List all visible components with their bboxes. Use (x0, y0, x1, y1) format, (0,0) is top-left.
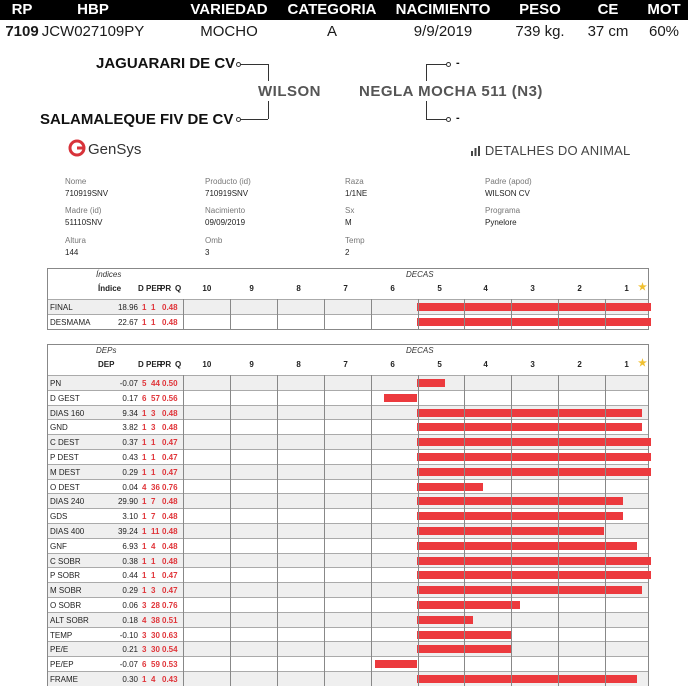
row-pr: 0.47 (162, 438, 178, 448)
decas-caption: DECAS (406, 270, 434, 279)
row-value: 0.44 (122, 571, 138, 581)
deca-label-5: 5 (437, 360, 442, 369)
row-per: 4 (151, 675, 156, 684)
grid-line (418, 375, 419, 686)
row-d: 1 (142, 586, 147, 596)
row-pr: 0.48 (162, 497, 178, 507)
header-val-mot: 60% (648, 23, 680, 40)
row-value: 0.29 (122, 467, 138, 477)
row-pr: 0.48 (162, 541, 178, 551)
row-value: 0.43 (122, 453, 138, 462)
row-value: 39.24 (117, 527, 138, 536)
deca-bar (417, 468, 651, 476)
col-0: DEP (98, 360, 115, 369)
grid-line (324, 299, 325, 329)
row-pr: 0.51 (162, 615, 178, 625)
row-name: P SOBR (50, 571, 81, 581)
row-value: -0.07 (119, 660, 138, 670)
row-name: C DEST (50, 438, 80, 448)
row-d: 1 (142, 438, 147, 448)
row-value: 29.90 (117, 497, 138, 507)
row-d: 1 (142, 512, 147, 522)
row-per: 30 (151, 630, 160, 640)
grid-line (464, 375, 465, 686)
row-value: 0.30 (122, 675, 138, 684)
grid-line (558, 375, 559, 686)
row-d: 6 (142, 393, 147, 403)
row-name: P DEST (50, 453, 79, 462)
pedigree-dam-dam: - (456, 112, 460, 124)
row-pr: 0.48 (162, 408, 178, 418)
grid-line (511, 299, 512, 329)
deca-bar (417, 571, 651, 579)
deca-bar (417, 557, 651, 565)
grid-line (277, 299, 278, 329)
row-per: 28 (151, 601, 160, 610)
trophy-icon: ★ (638, 282, 647, 293)
pedigree-dam: NEGLA MOCHA 511 (N3) (359, 83, 543, 100)
header-col-rp: RP (11, 1, 33, 18)
header-col-mot: MOT (647, 1, 681, 18)
pedigree-sire: WILSON (258, 83, 321, 100)
row-name: FRAME (50, 675, 78, 684)
deca-bar (417, 453, 651, 461)
row-d: 5 (142, 379, 147, 388)
row-name: GND (50, 423, 68, 433)
col-4: Q (175, 360, 182, 369)
grid-line (371, 375, 372, 686)
grid-line (324, 375, 325, 686)
row-name: C SOBR (50, 556, 81, 566)
deca-label-9: 9 (249, 284, 254, 293)
grid-line (230, 375, 231, 686)
section-title (470, 143, 631, 158)
header-val-ce: 37 cm (587, 23, 629, 40)
deca-bar (417, 438, 651, 446)
header-col-categoria: CATEGORIA (287, 1, 377, 18)
col-1: D (138, 284, 144, 293)
col-2: PER (146, 284, 163, 293)
deca-label-1: 1 (624, 360, 629, 369)
pedigree-dam-sire: - (456, 57, 460, 69)
row-value: 0.29 (122, 586, 138, 596)
deca-label-10: 10 (202, 284, 212, 293)
row-per: 30 (151, 645, 160, 655)
gensys-logo-icon (68, 139, 88, 157)
deca-label-1: 1 (624, 284, 629, 293)
row-d: 3 (142, 630, 147, 640)
row-name: FINAL (50, 303, 73, 312)
info-label-9: Omb (205, 236, 223, 245)
row-per: 7 (151, 497, 156, 507)
header-col-nacimiento: NACIMIENTO (395, 1, 491, 18)
row-pr: 0.47 (162, 571, 178, 581)
info-value-2: 1/1NE (345, 189, 368, 198)
info-value-4: 51110SNV (65, 218, 103, 227)
row-d: 1 (142, 317, 147, 327)
row-name: DIAS 400 (50, 527, 85, 536)
header-val-variedad: MOCHO (200, 23, 258, 40)
table-caption: DEPs (96, 346, 117, 355)
row-per: 44 (151, 379, 160, 388)
deca-label-6: 6 (390, 284, 395, 293)
row-per: 1 (151, 303, 156, 312)
row-name: M DEST (50, 467, 81, 477)
grid-line (418, 299, 419, 329)
row-name: M SOBR (50, 586, 82, 596)
row-name: TEMP (50, 630, 73, 640)
row-value: 18.96 (117, 303, 138, 312)
header-val-peso: 739 kg. (515, 23, 565, 40)
brand-name: GenSys (88, 141, 142, 158)
row-per: 36 (151, 482, 160, 492)
deca-label-8: 8 (296, 360, 301, 369)
row-value: 0.18 (122, 615, 138, 625)
trophy-icon: ★ (638, 358, 647, 369)
bar-chart-icon (470, 146, 481, 156)
grid-line (464, 299, 465, 329)
row-value: 22.67 (117, 317, 138, 327)
info-value-5: 09/09/2019 (205, 218, 246, 227)
grid-line (605, 375, 606, 686)
row-d: 1 (142, 453, 147, 462)
info-value-9: 3 (205, 248, 210, 257)
row-pr: 0.56 (162, 393, 178, 403)
grid-line (511, 375, 512, 686)
row-per: 1 (151, 317, 156, 327)
row-value: 0.06 (122, 601, 138, 610)
deca-label-4: 4 (483, 284, 488, 293)
deca-label-4: 4 (483, 360, 488, 369)
deca-label-2: 2 (577, 360, 582, 369)
deca-bar (417, 318, 651, 326)
deca-label-2: 2 (577, 284, 582, 293)
row-pr: 0.47 (162, 467, 178, 477)
row-name: ALT SOBR (50, 615, 89, 625)
header-val-nacimiento: 9/9/2019 (413, 23, 473, 40)
row-d: 1 (142, 675, 147, 684)
row-pr: 0.48 (162, 512, 178, 522)
row-value: 6.93 (122, 541, 138, 551)
row-d: 1 (142, 467, 147, 477)
grid-line (605, 299, 606, 329)
row-value: 0.04 (122, 482, 138, 492)
deca-label-9: 9 (249, 360, 254, 369)
section-title-text: DETALHES DO ANIMAL (484, 143, 631, 158)
row-per: 57 (151, 393, 160, 403)
col-0: Índice (98, 284, 122, 293)
row-d: 1 (142, 423, 147, 433)
row-per: 7 (151, 512, 156, 522)
table-caption: Índices (96, 270, 122, 279)
row-d: 1 (142, 571, 147, 581)
info-value-6: M (345, 218, 352, 227)
row-value: 0.37 (122, 438, 138, 448)
grid-line (230, 299, 231, 329)
row-per: 1 (151, 571, 156, 581)
deca-bar (417, 675, 637, 683)
row-pr: 0.48 (162, 556, 178, 566)
deca-bar (417, 379, 445, 387)
deca-bar (375, 660, 417, 668)
row-pr: 0.54 (162, 645, 178, 655)
row-d: 3 (142, 645, 147, 655)
row-d: 1 (142, 497, 147, 507)
row-value: -0.10 (119, 630, 138, 640)
row-name: DESMAMA (50, 317, 91, 327)
row-pr: 0.48 (162, 527, 178, 536)
row-per: 3 (151, 408, 156, 418)
decas-caption: DECAS (406, 346, 434, 355)
deca-label-3: 3 (530, 360, 535, 369)
row-pr: 0.76 (162, 482, 178, 492)
row-per: 11 (151, 527, 160, 536)
row-d: 4 (142, 615, 147, 625)
deca-bar (417, 586, 642, 594)
deca-label-10: 10 (202, 360, 212, 369)
row-value: 9.34 (122, 408, 138, 418)
row-value: 3.10 (122, 512, 138, 522)
row-per: 1 (151, 438, 156, 448)
row-pr: 0.53 (162, 660, 178, 670)
row-name: DIAS 240 (50, 497, 85, 507)
info-label-7: Programa (485, 206, 521, 215)
row-name: GDS (50, 512, 68, 522)
row-pr: 0.63 (162, 630, 178, 640)
row-per: 38 (151, 615, 160, 625)
row-value: 3.82 (122, 423, 138, 433)
row-pr: 0.48 (162, 303, 178, 312)
info-value-8: 144 (65, 248, 79, 257)
col-3: PR (160, 284, 172, 293)
row-per: 1 (151, 453, 156, 462)
header-val-hbp: JCW027109PY (41, 23, 145, 40)
header-col-ce: CE (597, 1, 619, 18)
info-label-0: Nome (65, 177, 87, 186)
row-d: 3 (142, 601, 147, 610)
row-d: 4 (142, 482, 147, 492)
row-per: 1 (151, 467, 156, 477)
deca-bar (417, 409, 642, 417)
row-name: PE/EP (50, 660, 74, 670)
grid-line (183, 375, 184, 686)
row-name: PN (50, 379, 62, 388)
deca-bar (417, 483, 483, 491)
info-label-5: Nacimiento (205, 206, 246, 215)
info-label-2: Raza (345, 177, 364, 186)
row-per: 1 (151, 556, 156, 566)
col-2: PER (146, 360, 163, 369)
row-value: 0.38 (122, 556, 138, 566)
row-value: 0.17 (122, 393, 138, 403)
row-value: -0.07 (119, 379, 138, 388)
info-label-10: Temp (345, 236, 365, 245)
info-value-0: 710919SNV (65, 189, 109, 198)
deca-label-3: 3 (530, 284, 535, 293)
row-per: 3 (151, 423, 156, 433)
row-pr: 0.43 (162, 675, 178, 684)
info-label-4: Madre (id) (65, 206, 102, 215)
pedigree-dam-of-sire: SALAMALEQUE FIV DE CV (40, 111, 234, 128)
header-col-variedad: VARIEDAD (190, 1, 268, 18)
deca-label-6: 6 (390, 360, 395, 369)
col-1: D (138, 360, 144, 369)
info-label-8: Altura (65, 236, 86, 245)
row-pr: 0.50 (162, 379, 178, 388)
info-value-10: 2 (345, 248, 350, 257)
grid-line (558, 299, 559, 329)
row-pr: 0.48 (162, 423, 178, 433)
deca-bar (417, 601, 520, 609)
row-per: 3 (151, 586, 156, 596)
deca-bar (417, 423, 642, 431)
info-label-6: Sx (345, 206, 355, 215)
row-per: 59 (151, 660, 160, 670)
row-name: PE/E (50, 645, 69, 655)
deca-label-7: 7 (343, 284, 348, 293)
row-pr: 0.48 (162, 317, 178, 327)
info-label-1: Producto (id) (205, 177, 251, 186)
deca-bar (417, 542, 637, 550)
row-d: 1 (142, 527, 147, 536)
row-d: 1 (142, 556, 147, 566)
indices-table (47, 268, 649, 330)
row-d: 1 (142, 408, 147, 418)
row-name: GNF (50, 541, 67, 551)
row-name: O DEST (50, 482, 80, 492)
info-value-1: 710919SNV (205, 189, 249, 198)
row-per: 4 (151, 541, 156, 551)
deca-label-5: 5 (437, 284, 442, 293)
row-d: 1 (142, 541, 147, 551)
deca-bar (417, 497, 623, 505)
header-bar (0, 0, 688, 20)
row-name: D GEST (50, 393, 80, 403)
header-col-hbp: HBP (77, 1, 109, 18)
info-label-3: Padre (apod) (485, 177, 532, 186)
row-name: DIAS 160 (50, 408, 85, 418)
row-d: 1 (142, 303, 147, 312)
row-pr: 0.47 (162, 586, 178, 596)
gensys-logo (68, 139, 141, 158)
row-value: 0.21 (122, 645, 138, 655)
deca-label-7: 7 (343, 360, 348, 369)
grid-line (183, 299, 184, 329)
deca-label-8: 8 (296, 284, 301, 293)
info-value-3: WILSON CV (485, 189, 530, 198)
deca-bar (417, 512, 623, 520)
row-pr: 0.76 (162, 601, 178, 610)
header-val-categoria: A (326, 23, 338, 40)
info-value-7: Pynelore (485, 218, 517, 227)
col-3: PR (160, 360, 172, 369)
deps-table (47, 344, 649, 686)
col-4: Q (175, 284, 182, 293)
row-name: O SOBR (50, 601, 82, 610)
deca-bar (384, 394, 417, 402)
row-pr: 0.47 (162, 453, 178, 462)
deca-bar (417, 303, 651, 311)
header-col-peso: PESO (519, 1, 561, 18)
pedigree-sire-of-sire: JAGUARARI DE CV (96, 55, 236, 72)
row-d: 6 (142, 660, 147, 670)
grid-line (371, 299, 372, 329)
header-val-rp: 7109 (5, 23, 39, 40)
grid-line (277, 375, 278, 686)
